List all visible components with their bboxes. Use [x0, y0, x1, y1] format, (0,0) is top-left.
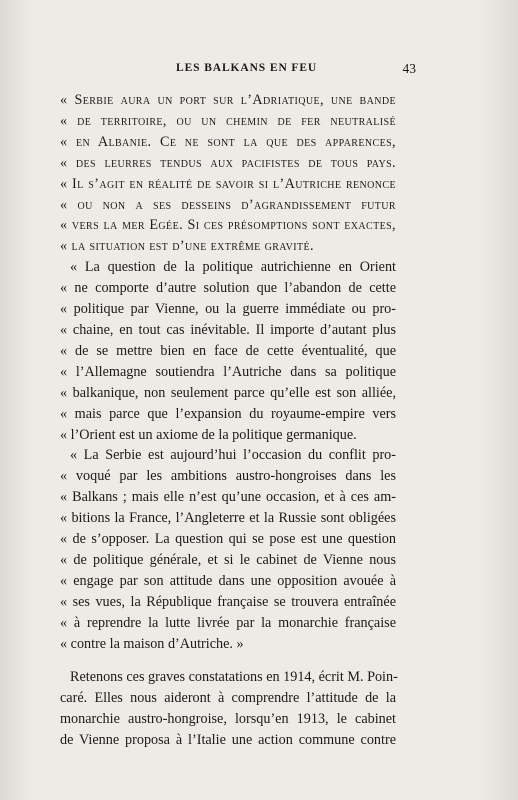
text-line: « des leurres tendus aux pacifistes de tous pays.	[60, 154, 396, 171]
text-line: « de se mettre bien en face de cette éventualité, que	[60, 342, 396, 359]
text-line: monarchie austro-hongroise, lorsqu’en 1913, le cabinet	[60, 711, 396, 728]
text-line: « balkanique, non seulement parce qu’elle est son alliée,	[60, 384, 396, 401]
text-line: « de territoire, ou un chemin de fer neutralisé	[60, 112, 396, 129]
paragraph-serbia	[60, 445, 396, 654]
paragraph-retenons	[60, 667, 396, 751]
paragraph-austrian-question	[60, 257, 396, 445]
text-line: « La question de la politique autrichienne en Orient	[70, 259, 396, 276]
paragraph-smallcaps-quote	[60, 90, 396, 257]
text-line: « Balkans ; mais elle n’est qu’une occasion, et à ces am-	[60, 489, 396, 506]
text-line: « bitions la France, l’Angleterre et la Russie sont obligées	[60, 510, 396, 527]
text-block	[60, 90, 396, 751]
text-line: « l’Orient est un axiome de la politique germanique.	[60, 426, 357, 443]
text-line: « La Serbie est aujourd’hui l’occasion du conflit pro-	[70, 447, 396, 464]
text-line: « de politique générale, et si le cabinet de Vienne nous	[60, 551, 396, 568]
text-line: caré. Elles nous aideront à comprendre l’attitude de la	[60, 690, 396, 707]
text-line: de Vienne proposa à l’Italie une action commune contre	[60, 732, 396, 749]
text-line: « de s’opposer. La question qui se pose est une question	[60, 531, 396, 548]
text-line: « ses vues, la République française se trouvera entraînée	[60, 593, 396, 610]
text-line: « Il s’agit en réalité de savoir si l’Autriche renonce	[60, 175, 396, 192]
text-line: « voqué par les ambitions austro-hongroises dans les	[60, 468, 396, 485]
text-line: « Serbie aura un port sur l’Adriatique, une bande	[60, 92, 396, 108]
running-head	[88, 61, 416, 80]
text-line: « l’Allemagne soutiendra l’Autriche dans sa politique	[60, 363, 396, 380]
text-line: « chaine, en tout cas inévitable. Il importe d’autant plus	[60, 321, 396, 338]
page-number: 43	[402, 61, 416, 76]
text-line: « en Albanie. Ce ne sont la que des apparences,	[60, 133, 396, 150]
text-line: « politique par Vienne, ou la guerre immédiate ou pro-	[60, 301, 396, 318]
text-line: « la situation est d’une extrême gravité.	[60, 238, 314, 255]
text-line: Retenons ces graves constatations en 1914, écrit M. Poin-	[70, 669, 398, 686]
text-line: « contre la maison d’Autriche. »	[60, 635, 244, 652]
text-line: « ou non a ses desseins d’agrandissement futur	[60, 196, 396, 213]
text-line: « ne comporte d’autre solution que l’abandon de cette	[60, 280, 396, 297]
text-line: « à reprendre la lutte livrée par la monarchie française	[60, 614, 396, 631]
running-title: LES BALKANS EN FEU	[176, 62, 318, 74]
text-line: « mais parce que l’expansion du royaume-empire vers	[60, 405, 396, 422]
text-line: « engage par son attitude dans une opposition avouée à	[60, 572, 396, 589]
text-line: « vers la mer Egée. Si ces présomptions sont exactes,	[60, 217, 396, 234]
